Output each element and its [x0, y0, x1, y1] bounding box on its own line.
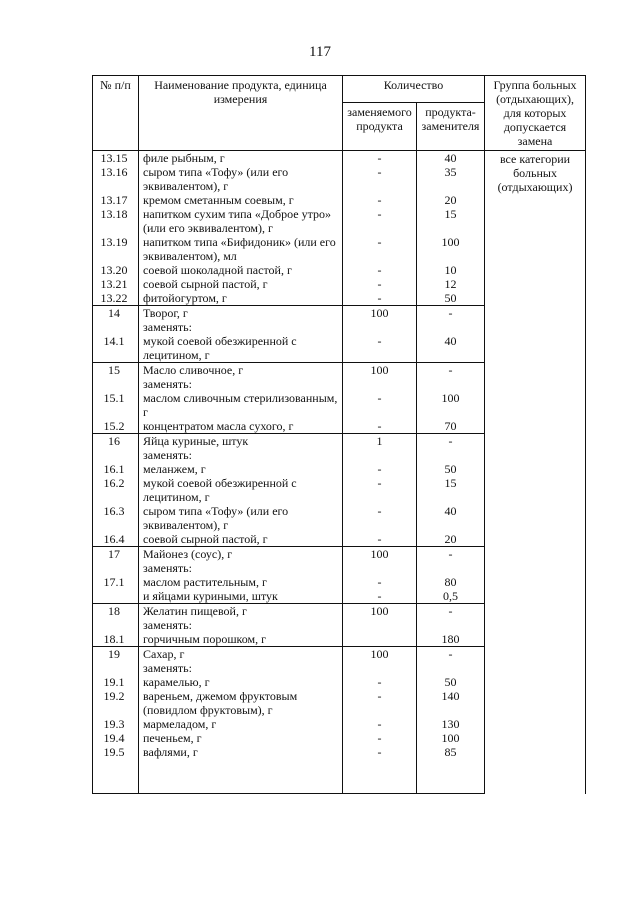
header-quantity: Количество: [343, 76, 485, 103]
qty-replaced: -: [343, 193, 417, 207]
table-row: [93, 151, 586, 166]
qty-replaced: -: [343, 575, 417, 589]
product-name: заменять:: [139, 618, 343, 632]
product-name: соевой сырной пастой, г: [139, 277, 343, 291]
qty-replaced: -: [343, 419, 417, 434]
qty-substitute: 100: [417, 235, 485, 263]
product-name: филе рыбным, г: [139, 151, 343, 166]
row-number: [93, 377, 139, 391]
qty-replaced: -: [343, 207, 417, 235]
qty-replaced: 100: [343, 363, 417, 378]
qty-substitute: [417, 320, 485, 334]
qty-substitute: -: [417, 434, 485, 449]
row-number: 13.17: [93, 193, 139, 207]
qty-replaced: -: [343, 277, 417, 291]
patient-group: все категории больных (отдыхающих): [485, 151, 586, 794]
empty-cell: [93, 759, 139, 794]
qty-replaced: 1: [343, 434, 417, 449]
qty-substitute: -: [417, 363, 485, 378]
qty-substitute: [417, 661, 485, 675]
qty-substitute: 35: [417, 165, 485, 193]
row-number: 15: [93, 363, 139, 378]
qty-substitute: -: [417, 306, 485, 321]
row-number: 16.3: [93, 504, 139, 532]
product-name: вареньем, джемом фруктовым (повидлом фруктовым), г: [139, 689, 343, 717]
header-group: Группа больных (отдыхающих), для которых допускается замена: [485, 76, 586, 151]
qty-substitute: 40: [417, 334, 485, 363]
product-name: и яйцами куриными, штук: [139, 589, 343, 604]
qty-replaced: -: [343, 589, 417, 604]
qty-substitute: 50: [417, 675, 485, 689]
product-name: фитойогуртом, г: [139, 291, 343, 306]
product-name: напитком типа «Бифидоник» (или его эквивалентом), мл: [139, 235, 343, 263]
row-number: 13.19: [93, 235, 139, 263]
qty-replaced: -: [343, 532, 417, 547]
qty-replaced: -: [343, 717, 417, 731]
qty-replaced: -: [343, 675, 417, 689]
qty-substitute: [417, 618, 485, 632]
qty-replaced: 100: [343, 604, 417, 619]
row-number: 14: [93, 306, 139, 321]
product-name: карамелью, г: [139, 675, 343, 689]
qty-replaced: -: [343, 165, 417, 193]
qty-substitute: 15: [417, 476, 485, 504]
row-number: 13.15: [93, 151, 139, 166]
product-name: соевой сырной пастой, г: [139, 532, 343, 547]
product-name: маслом сливочным стерилизованным, г: [139, 391, 343, 419]
row-number: [93, 618, 139, 632]
product-name: Желатин пищевой, г: [139, 604, 343, 619]
row-number: 16.2: [93, 476, 139, 504]
qty-replaced: -: [343, 462, 417, 476]
product-name: Сахар, г: [139, 647, 343, 662]
qty-replaced: -: [343, 334, 417, 363]
product-name: Майонез (соус), г: [139, 547, 343, 562]
product-name: сыром типа «Тофу» (или его эквивалентом), г: [139, 165, 343, 193]
qty-substitute: -: [417, 647, 485, 662]
product-name: соевой шоколадной пастой, г: [139, 263, 343, 277]
header-name: Наименование продукта, единица измерения: [139, 76, 343, 151]
row-number: [93, 448, 139, 462]
product-name: мукой соевой обезжиренной с лецитином, г: [139, 334, 343, 363]
qty-replaced: -: [343, 504, 417, 532]
product-name: горчичным порошком, г: [139, 632, 343, 647]
qty-replaced: -: [343, 263, 417, 277]
row-number: [93, 661, 139, 675]
qty-substitute: 15: [417, 207, 485, 235]
row-number: [93, 561, 139, 575]
header-qty-replaced: заменяемого продукта: [343, 103, 417, 151]
row-number: 18: [93, 604, 139, 619]
row-number: 13.18: [93, 207, 139, 235]
qty-replaced: [343, 377, 417, 391]
qty-substitute: [417, 377, 485, 391]
qty-substitute: [417, 448, 485, 462]
row-number: 16.1: [93, 462, 139, 476]
row-number: 19: [93, 647, 139, 662]
qty-substitute: -: [417, 604, 485, 619]
product-name: маслом растительным, г: [139, 575, 343, 589]
qty-substitute: 12: [417, 277, 485, 291]
row-number: 18.1: [93, 632, 139, 647]
substitution-table: [92, 75, 586, 794]
row-number: 14.1: [93, 334, 139, 363]
qty-replaced: -: [343, 745, 417, 759]
qty-substitute: 85: [417, 745, 485, 759]
product-name: Масло сливочное, г: [139, 363, 343, 378]
product-name: напитком сухим типа «Доброе утро» (или его эквивалентом), г: [139, 207, 343, 235]
qty-replaced: -: [343, 151, 417, 166]
qty-replaced: [343, 448, 417, 462]
product-name: Яйца куриные, штук: [139, 434, 343, 449]
qty-replaced: -: [343, 291, 417, 306]
qty-replaced: -: [343, 731, 417, 745]
row-number: 16: [93, 434, 139, 449]
product-name: заменять:: [139, 320, 343, 334]
qty-substitute: 80: [417, 575, 485, 589]
row-number: 19.4: [93, 731, 139, 745]
page-number: 117: [309, 44, 331, 60]
product-name: заменять:: [139, 377, 343, 391]
qty-replaced: 100: [343, 647, 417, 662]
qty-replaced: [343, 661, 417, 675]
qty-replaced: 100: [343, 547, 417, 562]
product-name: заменять:: [139, 448, 343, 462]
product-name: Творог, г: [139, 306, 343, 321]
qty-replaced: -: [343, 391, 417, 419]
product-name: вафлями, г: [139, 745, 343, 759]
product-name: концентратом масла сухого, г: [139, 419, 343, 434]
qty-substitute: 20: [417, 532, 485, 547]
row-number: 13.22: [93, 291, 139, 306]
row-number: 17: [93, 547, 139, 562]
header-qty-substitute: продукта-заменителя: [417, 103, 485, 151]
qty-substitute: 20: [417, 193, 485, 207]
qty-substitute: [417, 561, 485, 575]
qty-substitute: 40: [417, 151, 485, 166]
qty-replaced: [343, 632, 417, 647]
row-number: 19.2: [93, 689, 139, 717]
row-number: 16.4: [93, 532, 139, 547]
empty-cell: [343, 759, 417, 794]
qty-replaced: [343, 618, 417, 632]
product-name: меланжем, г: [139, 462, 343, 476]
qty-replaced: [343, 320, 417, 334]
qty-substitute: 70: [417, 419, 485, 434]
qty-replaced: -: [343, 476, 417, 504]
empty-cell: [417, 759, 485, 794]
row-number: [93, 320, 139, 334]
row-number: 13.20: [93, 263, 139, 277]
row-number: 19.5: [93, 745, 139, 759]
qty-replaced: -: [343, 235, 417, 263]
qty-substitute: -: [417, 547, 485, 562]
product-name: заменять:: [139, 661, 343, 675]
qty-substitute: 140: [417, 689, 485, 717]
qty-substitute: 130: [417, 717, 485, 731]
product-name: заменять:: [139, 561, 343, 575]
row-number: 17.1: [93, 575, 139, 589]
row-number: 15.2: [93, 419, 139, 434]
product-name: мукой соевой обезжиренной с лецитином, г: [139, 476, 343, 504]
product-name: сыром типа «Тофу» (или его эквивалентом), г: [139, 504, 343, 532]
qty-substitute: 10: [417, 263, 485, 277]
qty-substitute: 0,5: [417, 589, 485, 604]
qty-substitute: 100: [417, 391, 485, 419]
header-num: № п/п: [93, 76, 139, 151]
qty-replaced: [343, 561, 417, 575]
qty-replaced: 100: [343, 306, 417, 321]
row-number: 19.3: [93, 717, 139, 731]
qty-substitute: 180: [417, 632, 485, 647]
row-number: 13.16: [93, 165, 139, 193]
qty-replaced: -: [343, 689, 417, 717]
qty-substitute: 100: [417, 731, 485, 745]
empty-cell: [139, 759, 343, 794]
qty-substitute: 50: [417, 462, 485, 476]
product-name: кремом сметанным соевым, г: [139, 193, 343, 207]
row-number: 15.1: [93, 391, 139, 419]
product-name: печеньем, г: [139, 731, 343, 745]
qty-substitute: 50: [417, 291, 485, 306]
row-number: 19.1: [93, 675, 139, 689]
product-name: мармеладом, г: [139, 717, 343, 731]
qty-substitute: 40: [417, 504, 485, 532]
row-number: [93, 589, 139, 604]
row-number: 13.21: [93, 277, 139, 291]
